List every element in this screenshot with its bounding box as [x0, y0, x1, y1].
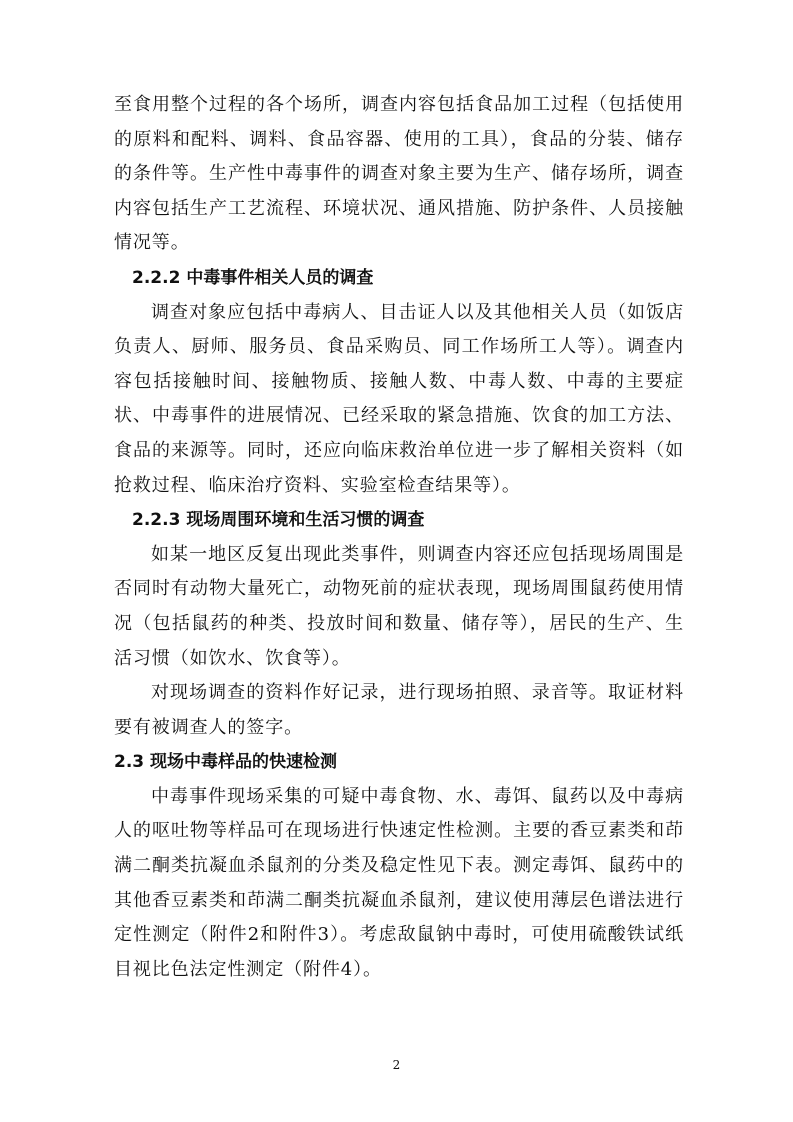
- document-body: [114, 88, 684, 987]
- paragraph-records: 对现场调查的资料作好记录，进行现场拍照、录音等。取证材料要有被调查人的签字。: [114, 682, 684, 738]
- paragraph-scene-scope: 至食用整个过程的各个场所，调查内容包括食品加工过程（包括使用的原料和配料、调料、食品容器、使用的工具），食品的分装、储存的条件等。生产性中毒事件的调查对象主要为生产、储存场所，调查内容包括生产工艺流程、环境状况、通风措施、防护条件、人员接触情况等。: [114, 94, 684, 254]
- paragraph-rapid-testing: 中毒事件现场采集的可疑中毒食物、水、毒饵、鼠药以及中毒病人的呕吐物等样品可在现场进行快速定性检测。主要的香豆素类和茚满二酮类抗凝血杀鼠剂的分类及稳定性见下表。测定毒饵、鼠药中的其他香豆素类和茚满二酮类抗凝血杀鼠剂，建议使用薄层色谱法进行定性测定（附件2和附件3）。考虑敌鼠钠中毒时，可使用硫酸铁试纸目视比色法定性测定（附件4）。: [114, 785, 684, 980]
- paragraph-related-persons: 调查对象应包括中毒病人、目击证人以及其他相关人员（如饭店负责人、厨师、服务员、食品采购员、同工作场所工人等）。调查内容包括接触时间、接触物质、接触人数、中毒人数、中毒的主要症状、中毒事件的进展情况、已经采取的紧急措施、饮食的加工方法、食品的来源等。同时，还应向临床救治单位进一步了解相关资料（如抢救过程、临床治疗资料、实验室检查结果等）。: [114, 301, 684, 496]
- heading-2-2-3: 2.2.3 现场周围环境和生活习惯的调查: [132, 510, 425, 531]
- page-number: 2: [392, 1058, 401, 1072]
- heading-2-2-2: 2.2.2 中毒事件相关人员的调查: [132, 267, 374, 288]
- heading-2-3: 2.3 现场中毒样品的快速检测: [114, 752, 338, 773]
- paragraph-environment-habits: 如某一地区反复出现此类事件，则调查内容还应包括现场周围是否同时有动物大量死亡，动物死前的症状表现，现场周围鼠药使用情况（包括鼠药的种类、投放时间和数量、储存等），居民的生产、生活习惯（如饮水、饮食等）。: [114, 543, 684, 669]
